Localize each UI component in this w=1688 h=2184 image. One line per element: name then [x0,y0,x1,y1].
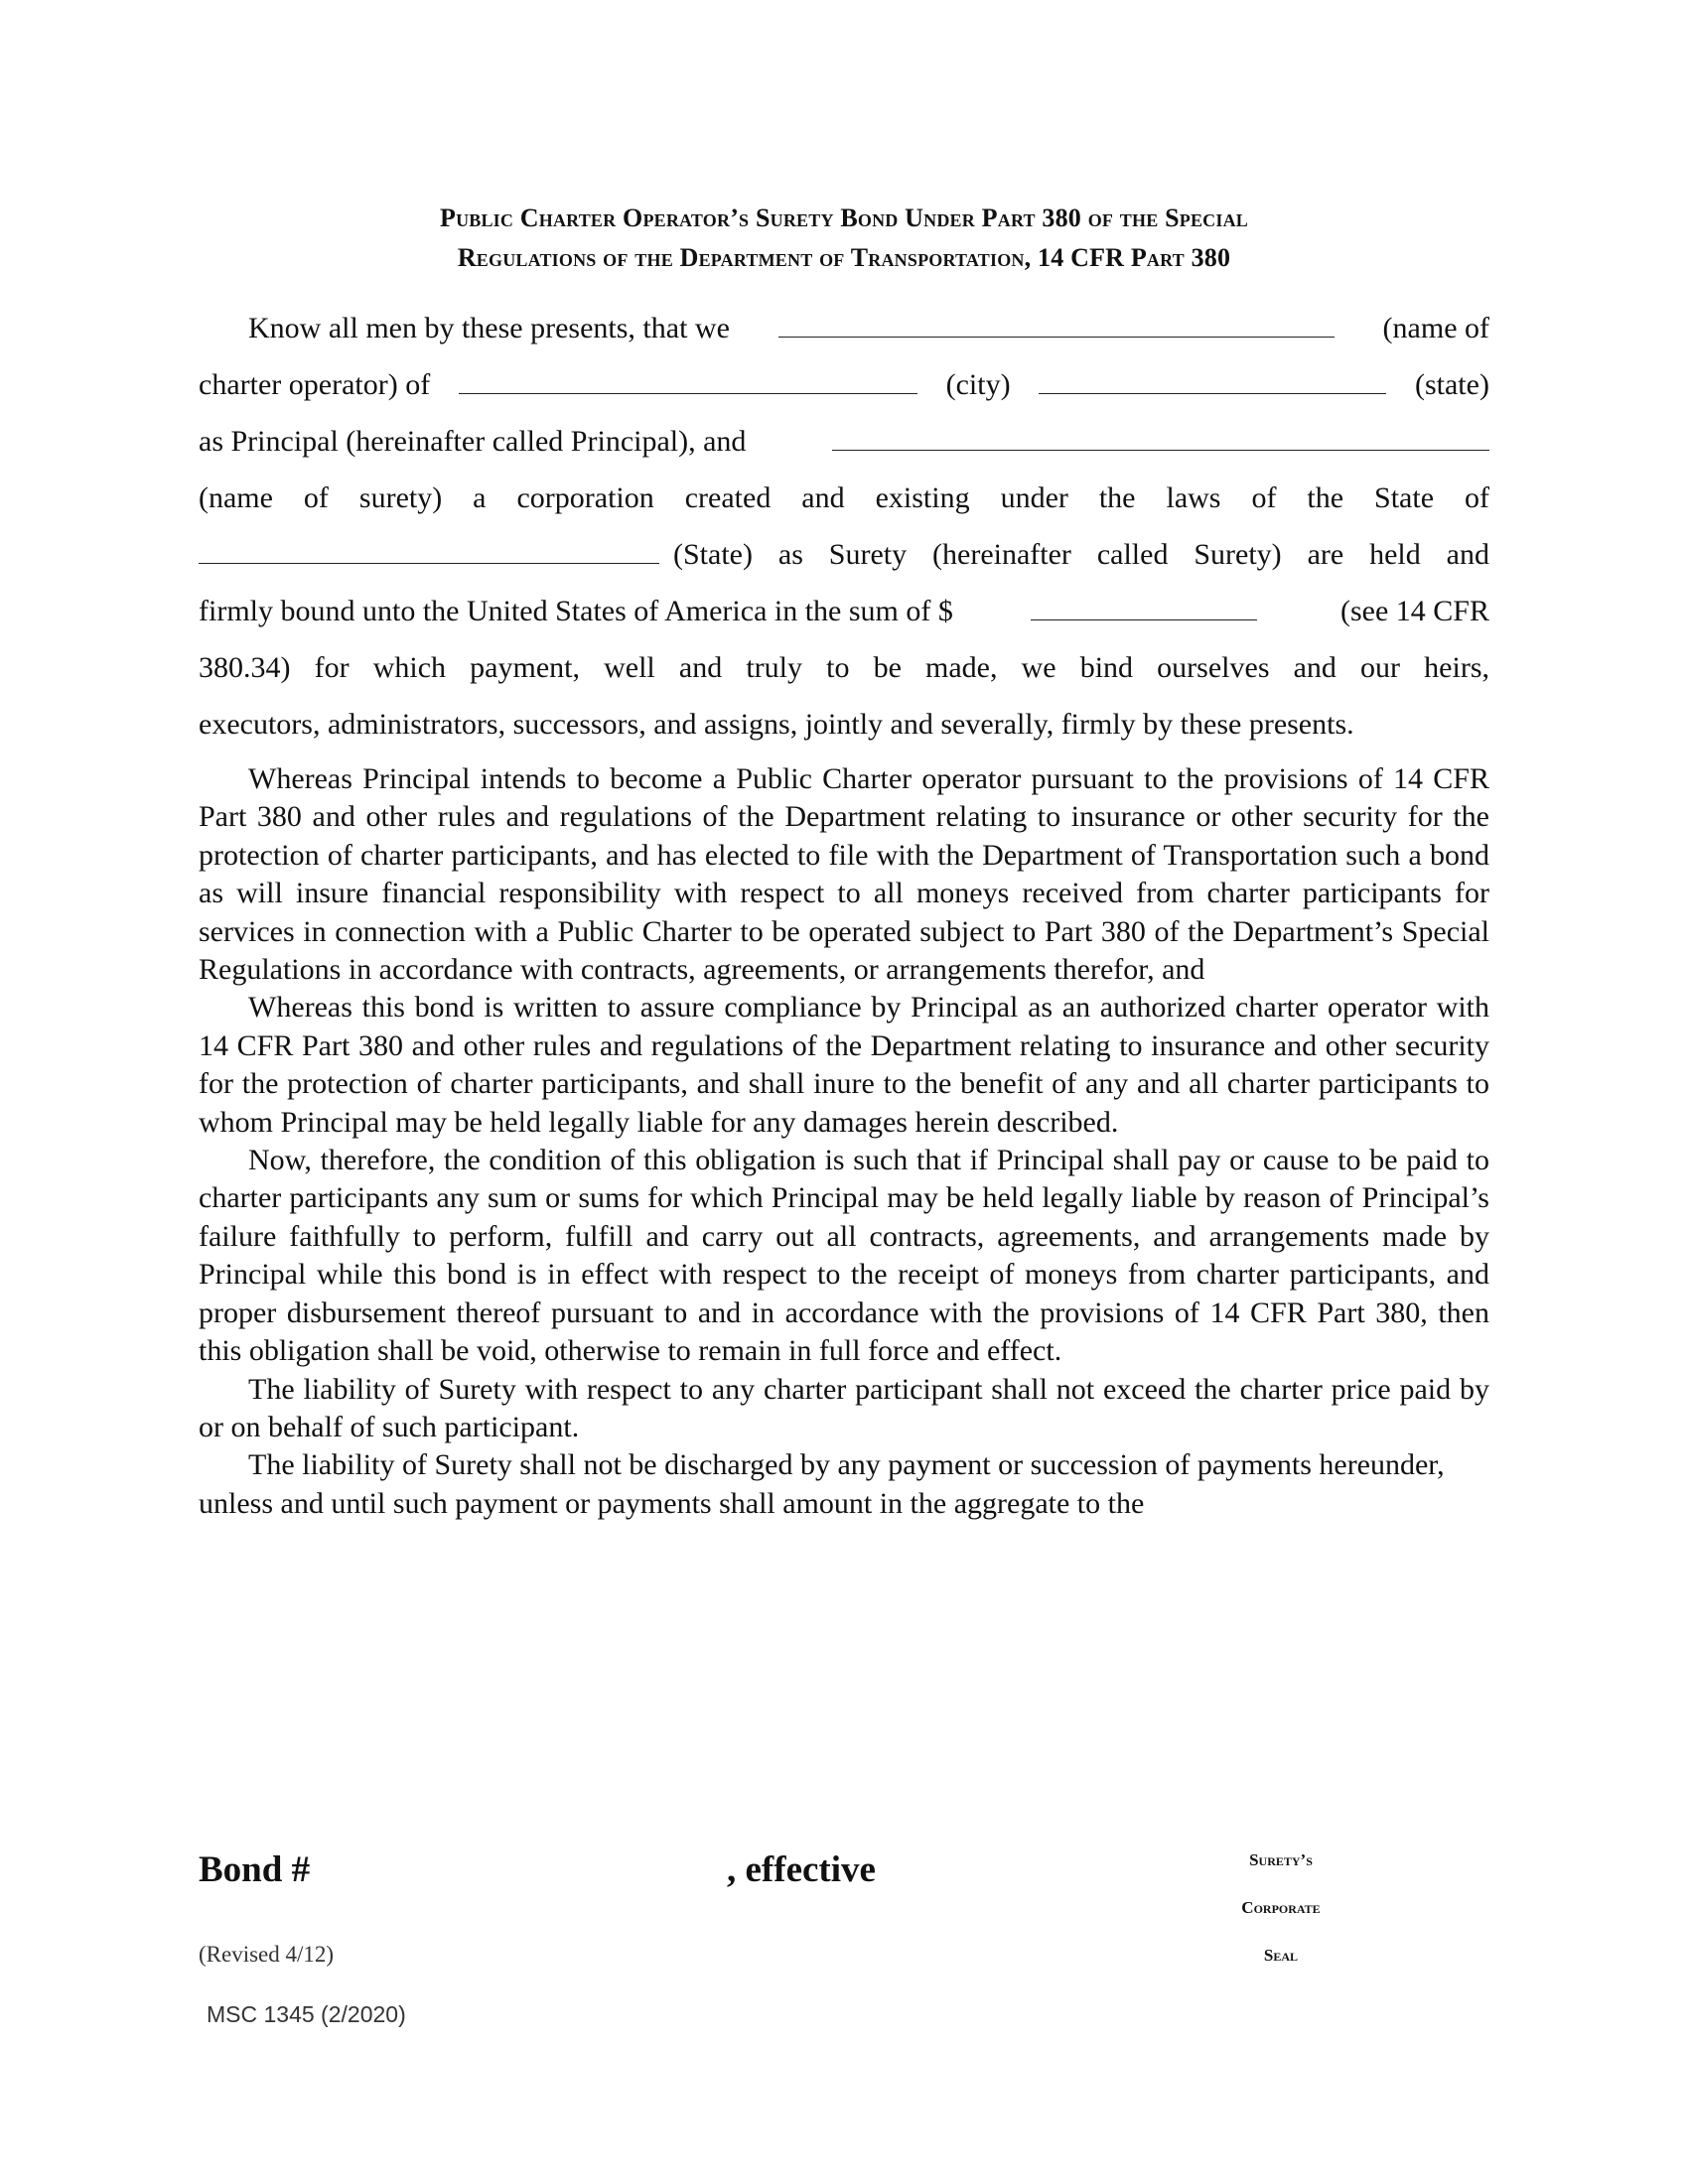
form-text: (name of [1382,312,1489,344]
seal-line-1: Surety’s [1249,1850,1313,1869]
form-line-6 [199,583,1489,639]
form-text: firmly bound unto the United States of America in the sum of $ [199,595,953,627]
form-line-4 [199,470,1489,526]
form-text: (city) [945,368,1011,401]
form-text: as Principal (hereinafter called Principal), and [199,425,747,458]
form-line-8 [199,696,1489,752]
form-text: executors, administrators, successors, and assigns, jointly and severally, firmly by these presents. [199,708,1354,741]
effective-label: , effective [727,1849,876,1890]
title-line-2: Regulations of the Department of Transportation, 14 CFR Part 380 [457,243,1231,272]
form-text: charter operator) of [199,368,431,401]
paragraph-whereas-1: Whereas Principal intends to become a Public Charter operator pursuant to the provisions of 14 CFR Part 380 and other rules and regulations of the Department relating to insurance or other security for the protection of charter participants, and has elected to file with the Department of Transportation such a bond as will insure financial responsibility with respect to all moneys received from charter participants for services in connection with a Public Charter to be operated subject to Part 380 of the Department’s Special Regulations in accordance with contracts, agreements, or arrangements therefor, and [199,762,1489,987]
revision-note: (Revised 4/12) [199,1942,335,1967]
document-title [199,199,1489,278]
bond-form-section [199,300,1489,752]
state-field[interactable] [1039,369,1386,394]
surety-state-field[interactable] [199,539,659,564]
bond-conditions [199,760,1489,1523]
paragraph-now-therefore: Now, therefore, the condition of this obligation is such that if Principal shall pay or cause to be paid to charter participants any sum or sums for which Principal may be held legally liable by reason of Principal’s failure faithfully to perform, fulfill and carry out all contracts, agreements, and arrangements made by Principal while this bond is in effect with respect to the receipt of moneys from charter participants, and proper disbursement thereof pursuant to and in accordance with the provisions of 14 CFR Part 380, then this obligation shall be void, otherwise to remain in full force and effect. [199,1144,1489,1368]
bond-number-label: Bond # [199,1849,311,1890]
form-text: (see 14 CFR [1340,595,1489,627]
form-line-1 [199,300,1489,356]
corporate-seal-box [1182,1848,1380,1991]
paragraph-liability-2: The liability of Surety shall not be discharged by any payment or succession of payments hereunder, unless and until such payment or payments shall amount in the aggregate to the [199,1448,1445,1520]
charter-operator-name-field[interactable] [778,313,1335,338]
paragraph-liability-1: The liability of Surety with respect to any charter participant shall not exceed the charter price paid by or on behalf of such participant. [199,1372,1489,1443]
form-line-5 [199,526,1489,583]
form-text: Know all men by these presents, that we [248,312,730,344]
form-number: MSC 1345 (2/2020) [207,2001,406,2027]
title-line-1: Public Charter Operator’s Surety Bond Under Part 380 of the Special [439,204,1248,232]
form-text: (state) [1414,368,1489,401]
form-text: (State) as Surety (hereinafter called Surety) are held and [673,538,1489,571]
form-line-3 [199,413,1489,470]
seal-line-2: Corporate [1241,1898,1321,1917]
seal-line-3: Seal [1263,1946,1299,1965]
city-field[interactable] [459,369,917,394]
form-text: 380.34) for which payment, well and truly to be made, we bind ourselves and our heirs, [199,651,1489,684]
form-line-7 [199,639,1489,696]
form-text: (name of surety) a corporation created and existing under the laws of the State of [199,481,1489,514]
surety-name-field[interactable] [832,426,1489,451]
form-line-2 [199,356,1489,413]
paragraph-whereas-2: Whereas this bond is written to assure compliance by Principal as an authorized charter operator with 14 CFR Part 380 and other rules and regulations of the Department relating to insurance and other security for the protection of charter participants, and shall inure to the benefit of any and all charter participants to whom Principal may be held legally liable for any damages herein described. [199,991,1489,1139]
bond-sum-field[interactable] [1031,596,1257,620]
